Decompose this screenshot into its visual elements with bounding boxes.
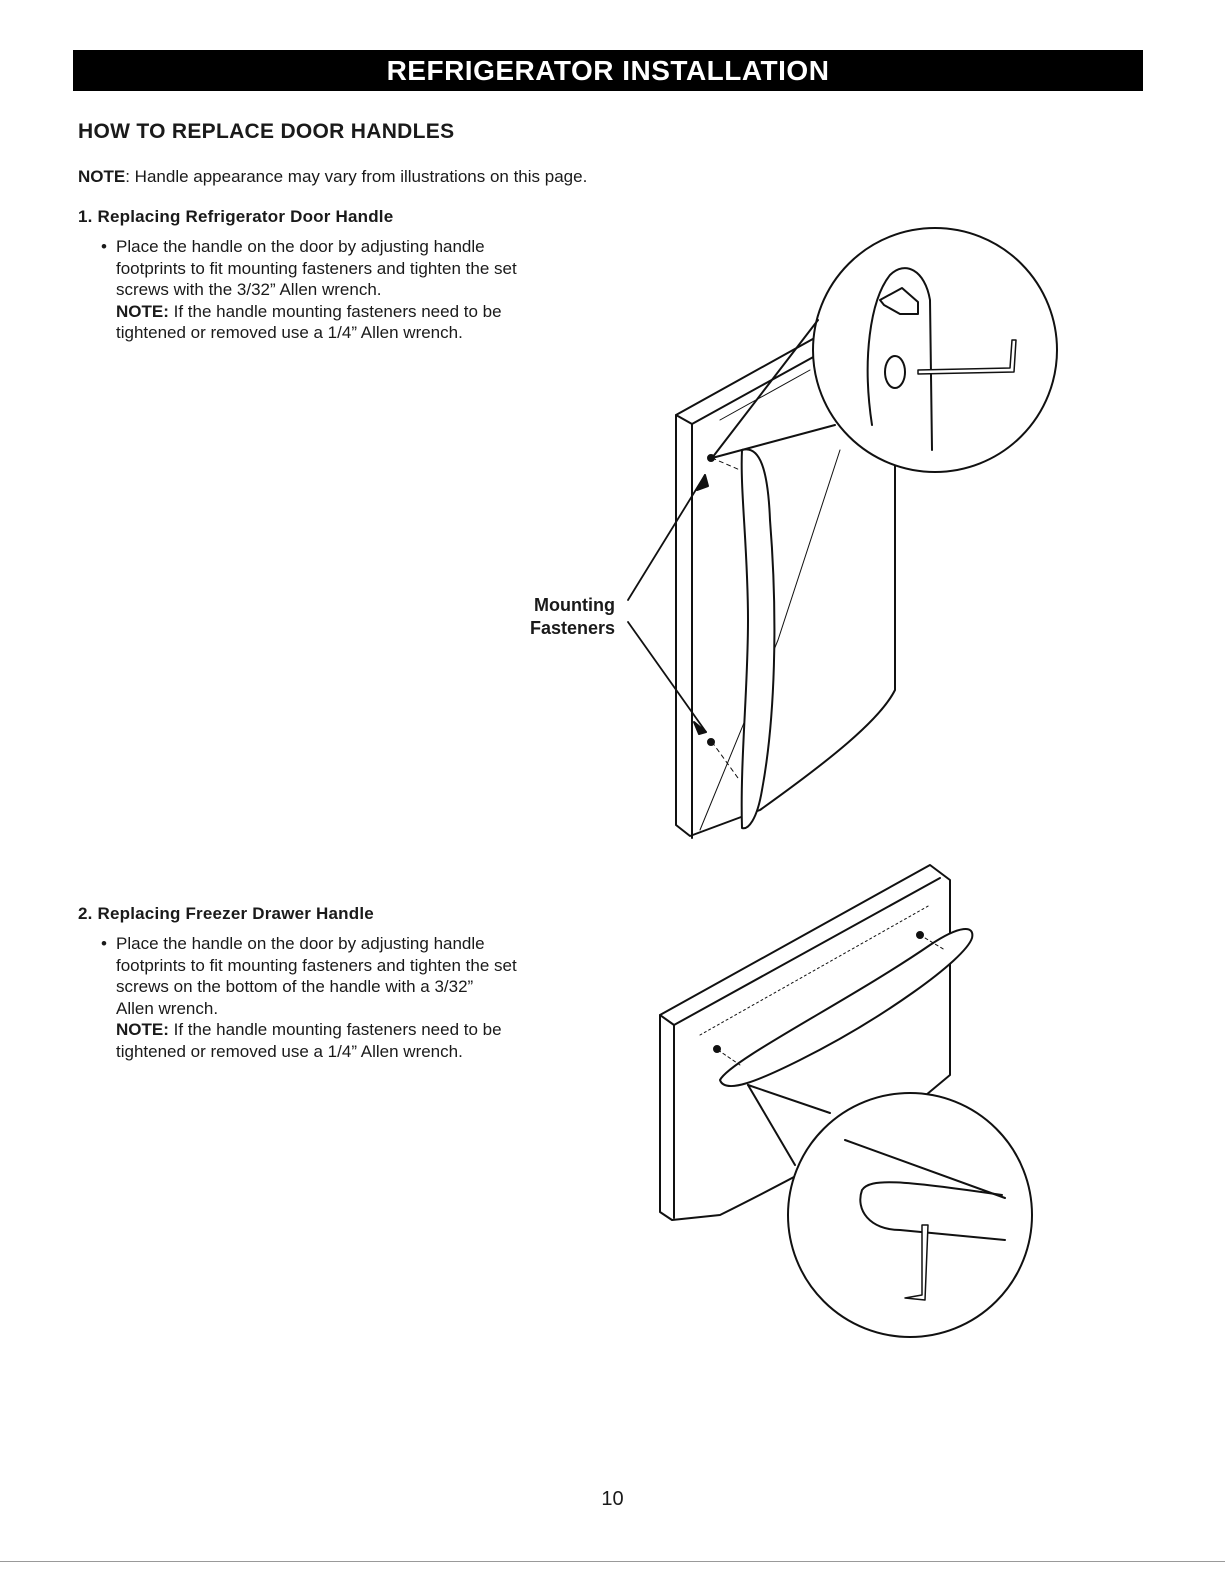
step-1-line-2: footprints to fit mounting fasteners and tighten the set	[116, 258, 517, 278]
intro-note-label: NOTE	[78, 167, 126, 186]
mounting-fasteners-label	[480, 594, 615, 640]
intro-note-text: : Handle appearance may vary from illustrations on this page.	[125, 167, 588, 186]
step-1-note-label: NOTE:	[116, 301, 169, 321]
step-1-note-text-1: If the handle mounting fasteners need to be	[168, 301, 502, 321]
page-banner: REFRIGERATOR INSTALLATION	[73, 50, 1143, 91]
step-1-heading: 1. Replacing Refrigerator Door Handle	[78, 207, 394, 226]
step-1-note-text-2: tightened or removed use a 1/4” Allen wrench.	[116, 323, 463, 342]
step-2-line-3: screws on the bottom of the handle with a 3/32”	[116, 977, 474, 996]
step-2-note-label: NOTE:	[116, 1020, 169, 1039]
callout-line-1: Mounting	[534, 595, 615, 615]
section-title: HOW TO REPLACE DOOR HANDLES	[78, 120, 455, 143]
step-2-note-text-2: tightened or removed use a 1/4” Allen wrench.	[116, 1041, 463, 1061]
callout-line-2: Fasteners	[529, 618, 615, 638]
page-number: 10	[601, 1488, 624, 1510]
step-2-heading: 2. Replacing Freezer Drawer Handle	[78, 904, 374, 923]
step-2-line-4: Allen wrench.	[116, 998, 219, 1018]
step-2-line-1: Place the handle on the door by adjusting handle	[116, 934, 485, 953]
step-1-line-3: screws with the 3/32” Allen wrench.	[116, 280, 382, 299]
bullet-dot: •	[101, 934, 107, 953]
step-2-note-text-1: If the handle mounting fasteners need to be	[168, 1020, 502, 1039]
step-1-line-1: Place the handle on the door by adjusting handle	[116, 237, 485, 256]
magnifier-circle-1	[813, 228, 1057, 472]
bottom-rule	[0, 1561, 1225, 1562]
bullet-dot: •	[101, 237, 107, 256]
step-2-line-2: footprints to fit mounting fasteners and tighten the set	[116, 955, 517, 975]
